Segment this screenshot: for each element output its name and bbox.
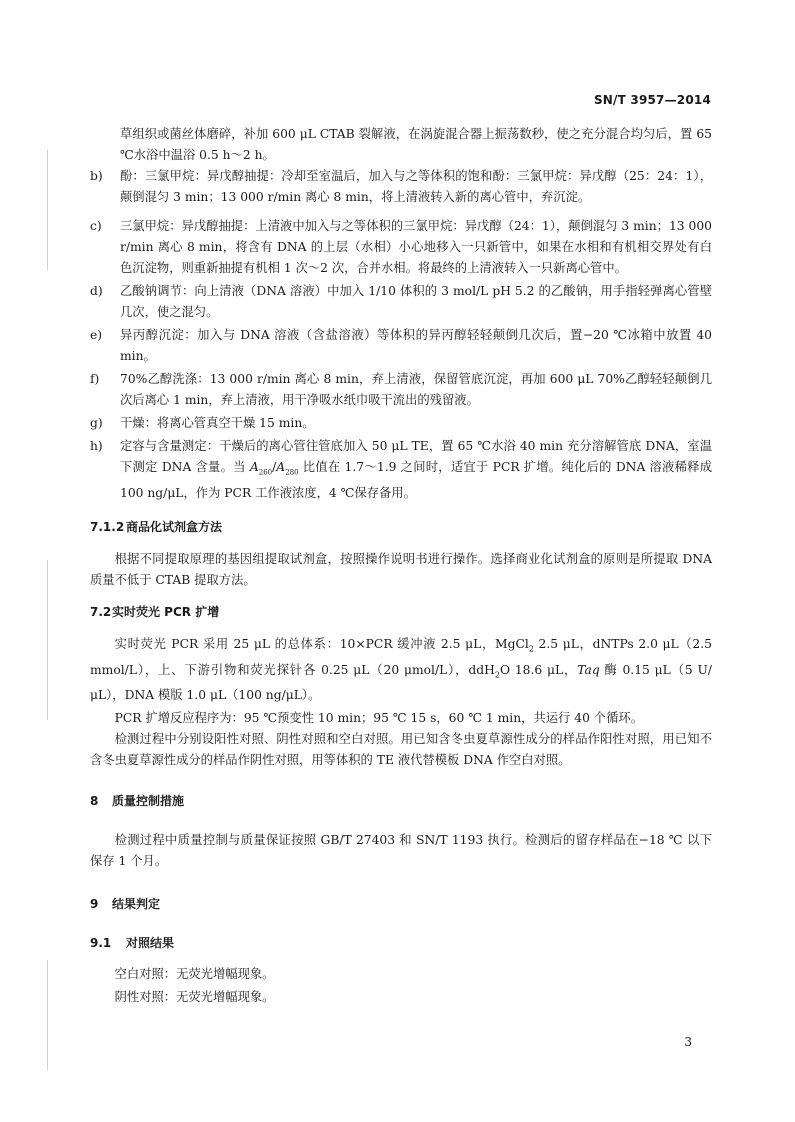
text-fragment: O 18.6 μL， bbox=[499, 662, 578, 677]
step-text-part2: 比值在 1.7～1.9 之间时，适宜于 PCR 扩增。纯化后的 DNA 溶液稀释成 100 ng/μL，作为 PCR 工作液浓度，4 ℃保存备用。 bbox=[120, 460, 712, 501]
standard-number: SN/T 3957—2014 bbox=[593, 93, 711, 107]
section-number: 7.2 bbox=[90, 605, 112, 620]
step-h bbox=[90, 436, 712, 504]
step-f bbox=[90, 369, 712, 411]
scan-edge-line bbox=[47, 960, 48, 1070]
section-title: 对照结果 bbox=[126, 936, 175, 951]
section-heading-9 bbox=[90, 894, 712, 915]
absorbance-symbol: A bbox=[276, 460, 286, 474]
page-content bbox=[90, 124, 712, 1008]
text-fragment: 实时荧光 PCR 采用 25 μL 的总体系：10×PCR 缓冲液 2.5 μL，MgCl bbox=[114, 637, 529, 652]
subscript: 2 bbox=[494, 670, 500, 680]
step-text: 异丙醇沉淀：加入与 DNA 溶液（含盐溶液）等体积的异丙醇轻轻颠倒几次后，置−20 ℃冰箱中放置 40 min。 bbox=[120, 328, 712, 363]
section-number: 9 bbox=[90, 897, 99, 912]
negative-control-result: 阴性对照：无荧光增幅现象。 bbox=[114, 990, 275, 1005]
section-heading-8 bbox=[90, 791, 712, 812]
absorbance-symbol: A bbox=[249, 460, 259, 474]
section-heading-9-1 bbox=[90, 933, 712, 954]
scan-edge-line bbox=[47, 150, 48, 270]
section-title: 结果判定 bbox=[112, 897, 161, 912]
step-text-part1: 定容与含量测定：干燥后的离心管往管底加入 50 μL TE，置 65 ℃水浴 40 min 充分溶解管底 DNA，室温下测定 DNA 含量。当 bbox=[120, 439, 712, 474]
step-label: h) bbox=[90, 439, 103, 453]
scan-edge-line bbox=[47, 560, 48, 720]
step-label: f) bbox=[90, 372, 100, 386]
section-title: 实时荧光 PCR 扩增 bbox=[112, 605, 220, 620]
wavelength-280: 280 bbox=[285, 468, 299, 477]
ratio-slash: / bbox=[272, 460, 277, 474]
section-heading-7-2 bbox=[90, 602, 712, 623]
section-heading-7-1-2 bbox=[90, 517, 712, 538]
step-text: 乙酸钠调节：向上清液（DNA 溶液）中加入 1/10 体积的 3 mol/L pH 5.2 的乙酸钠，用手指轻弹离心管壁几次，使之混匀。 bbox=[120, 284, 712, 319]
section-8-body: 检测过程中质量控制与质量保证按照 GB/T 27403 和 SN/T 1193 执行。检测后的留存样品在−18 ℃ 以下保存 1 个月。 bbox=[90, 833, 712, 869]
step-text: 酚：三氯甲烷：异戊醇抽提：冷却至室温后，加入与之等体积的饱和酚：三氯甲烷：异戊醇（25：24：1），颠倒混匀 3 min；13 000 r/min 离心 8 min，将上清液转入新的离心管中，弃沉淀。 bbox=[120, 169, 712, 204]
section-title: 质量控制措施 bbox=[112, 794, 185, 809]
text-fragment: 酶 0.15 μL（5 U/μL），DNA 模版 1.0 μL（100 ng/μL）。 bbox=[90, 662, 713, 703]
step-g bbox=[90, 413, 712, 434]
section-title: 商品化试剂盒方法 bbox=[126, 520, 223, 535]
step-text: 三氯甲烷：异戊醇抽提：上清液中加入与之等体积的三氯甲烷：异戊醇（24：1），颠倒混匀 3 min；13 000 r/min 离心 8 min，将含有 DNA 的上层（水相）小心地移入一只新管中，如果在水相和有机相交界处有白色沉淀物，则重新抽提有机相 1 次～2 次，合并水相。将最终的上清液转入一只新离心管中。 bbox=[120, 219, 712, 275]
step-label: c) bbox=[90, 219, 102, 233]
text-fragment: 2.5 μL，dNTPs 2.0 μL（2.5 mmol/L），上、下游引物和荧光探针各 0.25 μL（20 μmol/L），ddH bbox=[90, 637, 712, 677]
page-number: 3 bbox=[684, 1035, 692, 1049]
step-e bbox=[90, 325, 712, 367]
section-number: 8 bbox=[90, 794, 99, 809]
section-number: 7.1.2 bbox=[90, 520, 125, 535]
step-label: e) bbox=[90, 328, 103, 342]
step-text: 70%乙醇洗涤：13 000 r/min 离心 8 min，弃上清液，保留管底沉淀，再加 600 μL 70%乙醇轻轻颠倒几次后离心 1 min，弃上清液，用干净吸水纸巾吸干流出的残留液。 bbox=[120, 372, 712, 407]
section-7-1-2-body: 根据不同提取原理的基因组提取试剂盒，按照操作说明书进行操作。选择商业化试剂盒的原则是所提取 DNA 质量不低于 CTAB 提取方法。 bbox=[90, 552, 712, 588]
step-d bbox=[90, 281, 712, 323]
section-number: 9.1 bbox=[90, 936, 112, 951]
step-label: d) bbox=[90, 284, 103, 298]
subscript: 2 bbox=[528, 644, 534, 654]
step-label: g) bbox=[90, 416, 103, 430]
blank-control-result: 空白对照：无荧光增幅现象。 bbox=[114, 967, 275, 982]
step-b bbox=[90, 166, 712, 208]
step-c bbox=[90, 216, 712, 279]
pcr-controls: 检测过程中分别设阳性对照、阴性对照和空白对照。用已知含冬虫夏草源性成分的样品作阳性对照，用已知不含冬虫夏草源性成分的样品作阴性对照，用等体积的 TE 液代替模板 DNA 作空白对照。 bbox=[90, 732, 712, 768]
step-a-continuation: 草组织或菌丝体磨碎，补加 600 μL CTAB 裂解液，在涡旋混合器上振荡数秒，使之充分混合均匀后，置 65 ℃水浴中温浴 0.5 h～2 h。 bbox=[120, 127, 712, 162]
wavelength-260: 260 bbox=[258, 468, 273, 477]
pcr-program: PCR 扩增反应程序为：95 ℃预变性 10 min；95 ℃ 15 s，60 ℃ 1 min，共运行 40 个循环。 bbox=[114, 711, 643, 726]
taq-italic: Taq bbox=[577, 662, 600, 677]
step-text: 干燥：将离心管真空干燥 15 min。 bbox=[120, 416, 315, 430]
step-label: b) bbox=[90, 169, 103, 183]
pcr-reaction-system bbox=[90, 634, 712, 706]
